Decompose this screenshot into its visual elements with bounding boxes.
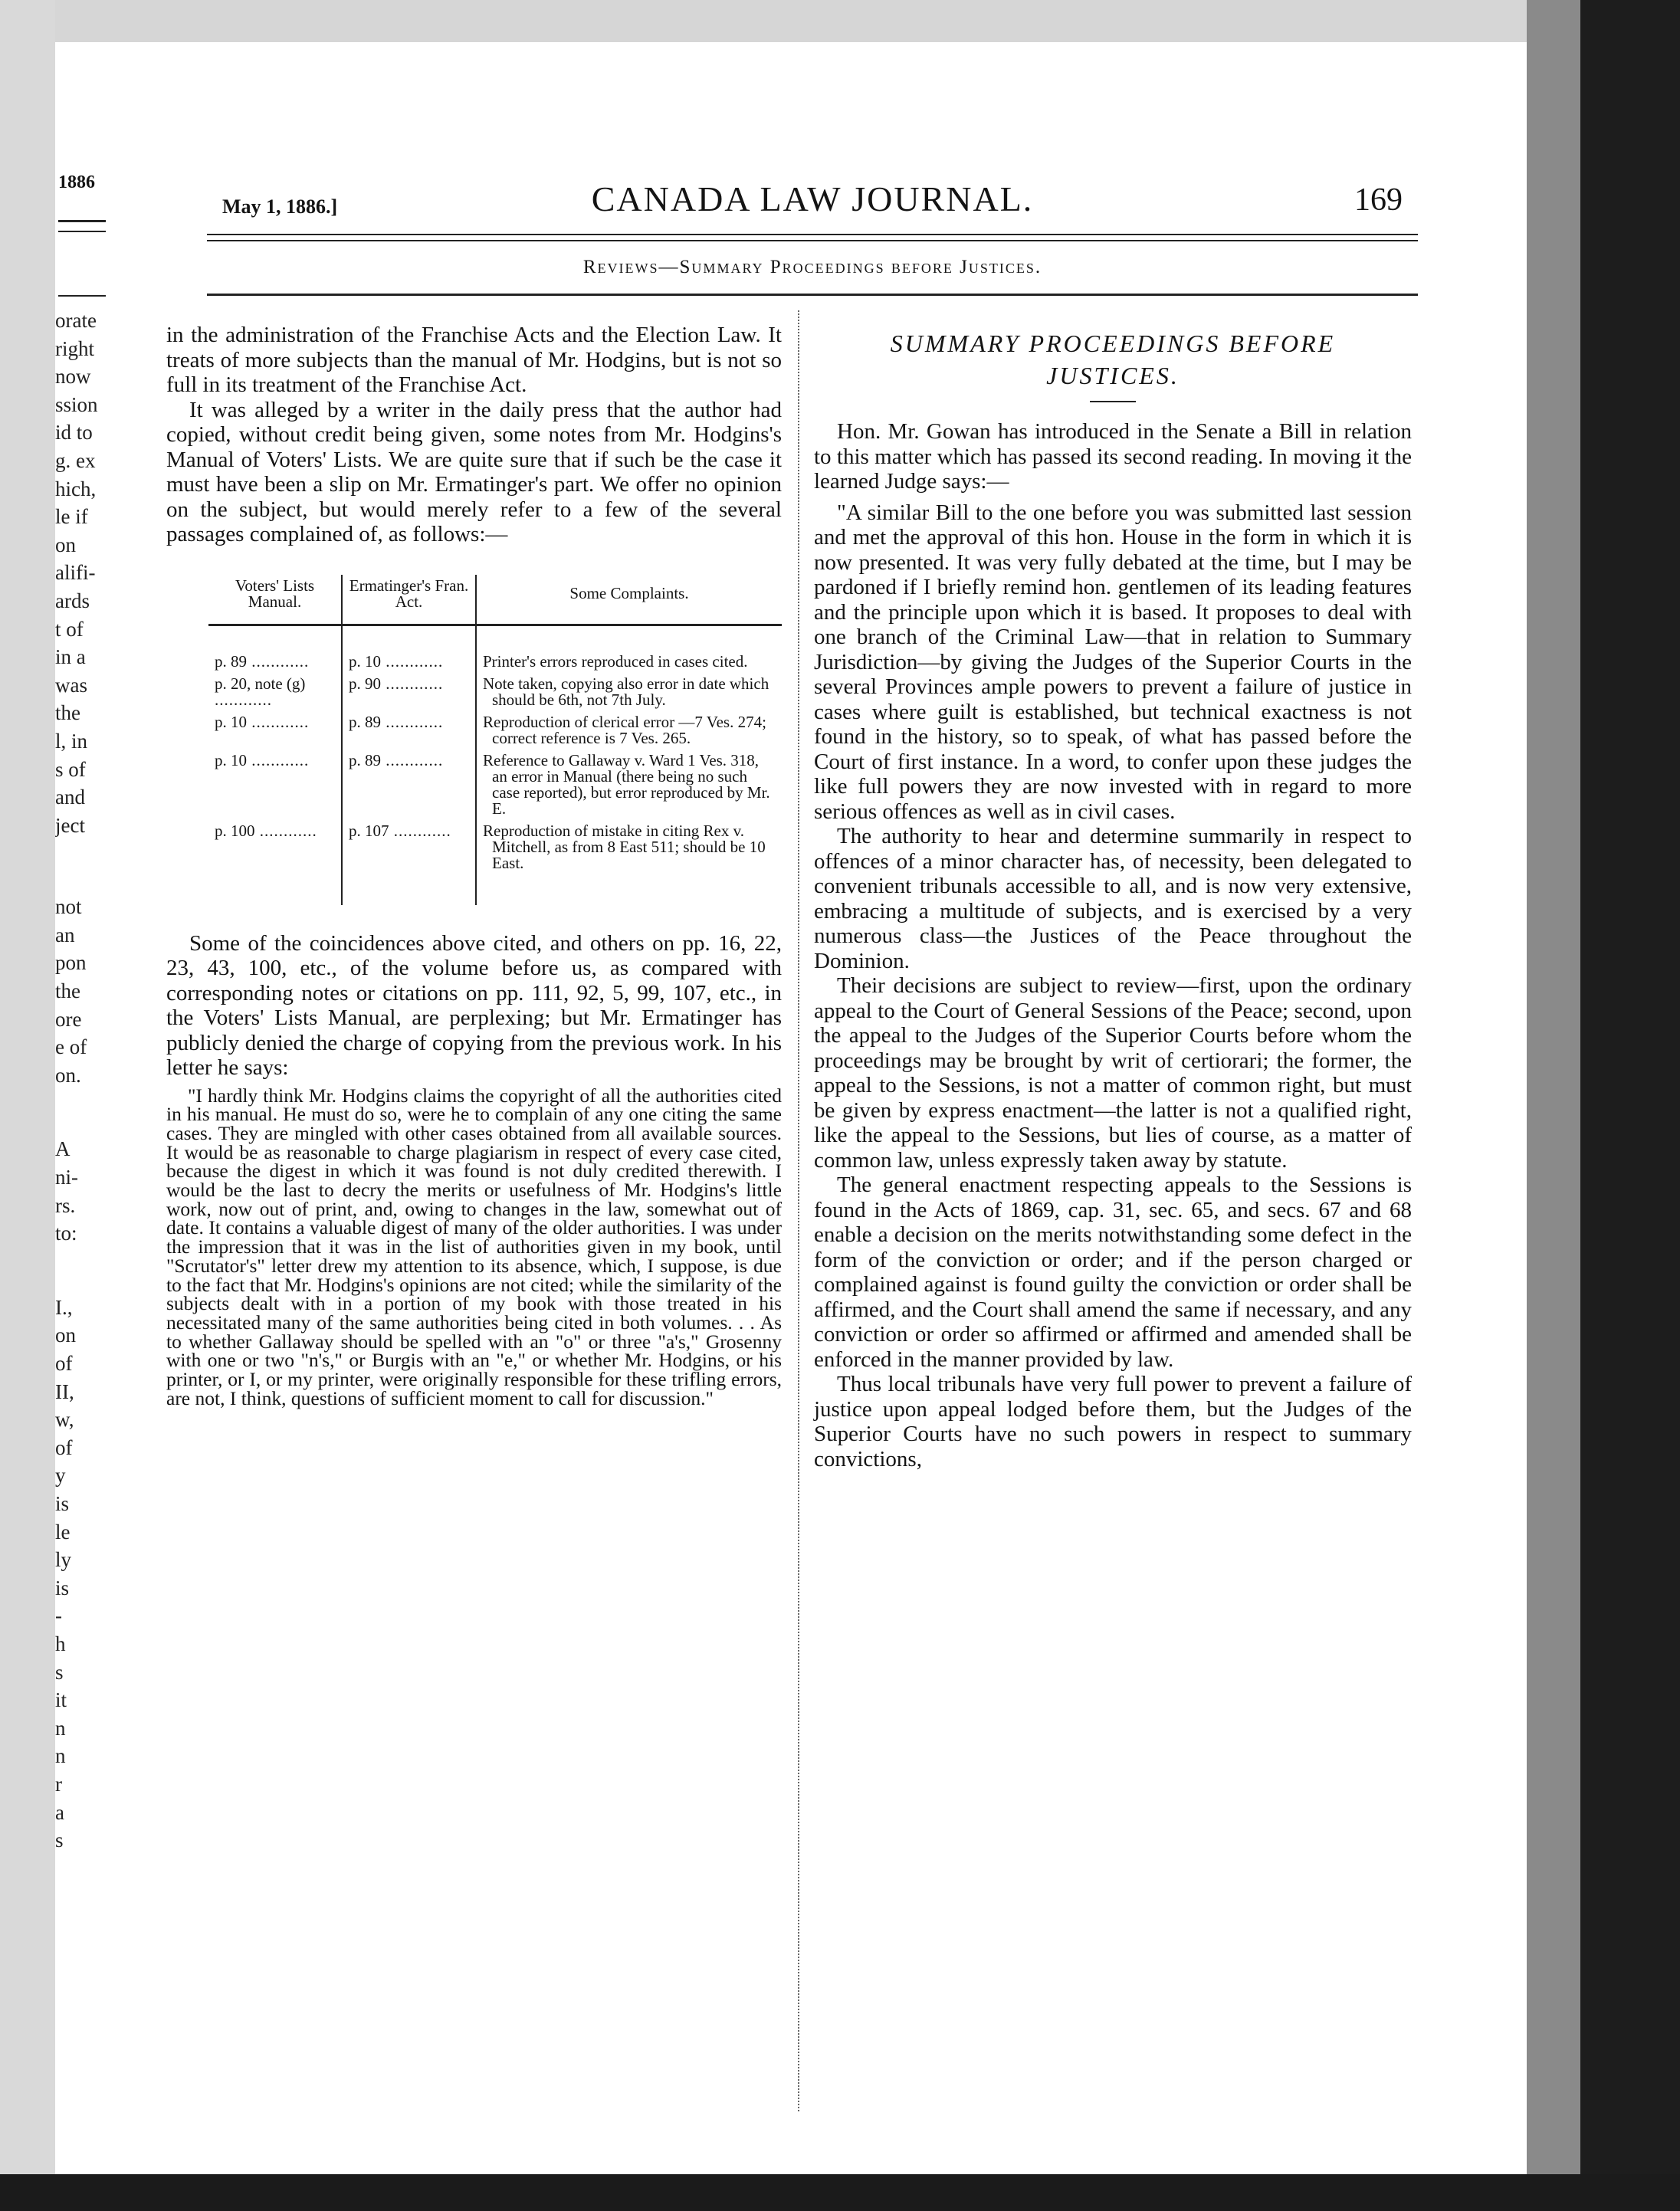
adjacent-text-fragment: A xyxy=(55,1137,71,1161)
adjacent-text-fragment: hich, xyxy=(55,477,97,500)
adjacent-text-fragment: right xyxy=(55,336,94,360)
manual-cell: p. 20, note (g) ..... xyxy=(208,673,342,711)
paragraph: Hon. Mr. Gowan has introduced in the Senate a Bill in relation to this matter which has passed its second reading. In moving it the learned Judge says:— xyxy=(814,419,1412,494)
section-heading: Reviews—Summary Proceedings before Justices. xyxy=(582,257,1042,277)
adjacent-page-rule xyxy=(58,220,106,222)
running-header xyxy=(222,172,1403,226)
adjacent-page-rule xyxy=(58,295,106,297)
table-header: Some Complaints. xyxy=(476,575,782,625)
header-rule xyxy=(207,240,1418,241)
table-row xyxy=(208,750,782,820)
manual-cell: p. 89 ..... xyxy=(208,625,342,673)
adjacent-text-fragment: w, xyxy=(55,1408,74,1432)
act-cell: p. 107 ..... xyxy=(342,820,476,905)
paragraph: Some of the coincidences above cited, and others on pp. 16, 22, 23, 43, 100, etc., of the volume before us, as compared with corresponding notes or citations on pp. 111, 92, 5, 99, 107, etc., in the Voters' Lists Manual, are perplexing; but Mr. Ermatinger has publicly denied the charge of copying from the previous work. In his letter he says: xyxy=(166,930,782,1080)
complaint-cell: Reference to Gallaway v. Ward 1 Ves. 318, an error in Manual (there being no such case reported), but error reproduced by Mr. E. xyxy=(476,750,782,820)
adjacent-page-number: 1886 xyxy=(58,172,95,192)
right-column xyxy=(814,323,1412,1471)
paragraph: The authority to hear and determine summarily in respect to offences of a minor character has, of necessity, been delegated to convenient tribunals accessible to all, and is now very extensive, embracing a multitude of subjects, and is exercised by a very numerous class—the Justices of the Peace throughout the Dominion. xyxy=(814,824,1412,973)
adjacent-text-fragment: n xyxy=(55,1716,66,1740)
adjacent-text-fragment: t of xyxy=(55,617,84,641)
adjacent-text-fragment: ject xyxy=(55,813,85,837)
adjacent-text-fragment: ssion xyxy=(55,392,98,416)
spacer xyxy=(814,494,1412,500)
paragraph: in the administration of the Franchise Acts and the Election Law. It treats of more subjects than the manual of Mr. Hodgins, but is not so full in its treatment of the Franchise Act. xyxy=(166,323,782,397)
complaints-table xyxy=(208,575,782,905)
adjacent-text-fragment: ards xyxy=(55,589,90,612)
adjacent-text-fragment: the xyxy=(55,979,80,1003)
adjacent-text-fragment: on xyxy=(55,1324,76,1347)
adjacent-text-fragment: s xyxy=(55,1829,64,1852)
adjacent-text-fragment: le xyxy=(55,1520,71,1543)
adjacent-text-fragment: on. xyxy=(55,1063,81,1087)
manual-cell: p. 10 ..... xyxy=(208,750,342,820)
paragraph: The general enactment respecting appeals to the Sessions is found in the Acts of 1869, cap. 31, sec. 65, and secs. 67 and 68 enable a decision on the merits notwithstanding some defect in the form of the conviction or order; and if the person charged or complained against is found guilty the conviction or order shall be affirmed, and the Court shall amend the same if necessary, and any conviction or order so affirmed or affirmed and amended shall be enforced in the manner provided by law. xyxy=(814,1173,1412,1372)
scan-right-binding-shadow xyxy=(1527,0,1680,2211)
act-cell: p. 10 ..... xyxy=(342,625,476,673)
scan-left-margin xyxy=(0,0,55,2211)
adjacent-text-fragment: g. ex xyxy=(55,448,96,472)
spacer xyxy=(55,1089,106,1135)
complaint-cell: Printer's errors reproduced in cases cited. xyxy=(476,625,782,673)
spacer xyxy=(55,1248,106,1294)
table-row xyxy=(208,820,782,905)
paragraph: Thus local tribunals have very full power to prevent a failure of justice upon appeal lodged before them, but the Judges of the Superior Courts have no such powers in respect to summary convictions, xyxy=(814,1372,1412,1471)
adjacent-text-fragment: s xyxy=(55,1660,64,1684)
adjacent-text-fragment: r xyxy=(55,1772,62,1796)
adjacent-text-fragment: is xyxy=(55,1491,70,1515)
complaint-cell: Reproduction of mistake in citing Rex v. Mitchell, as from 8 East 511; should be 10 East. xyxy=(476,820,782,905)
adjacent-text-fragment: rs. xyxy=(55,1193,76,1217)
adjacent-text-fragment: I., xyxy=(55,1295,73,1319)
issue-date: May 1, 1886.] xyxy=(222,195,338,218)
adjacent-text-fragment: h xyxy=(55,1632,66,1655)
adjacent-text-fragment: the xyxy=(55,701,80,725)
adjacent-text-fragment: ore xyxy=(55,1007,82,1031)
adjacent-text-fragment: orate xyxy=(55,309,97,332)
complaint-cell: Note taken, copying also error in date which should be 6th, not 7th July. xyxy=(476,673,782,711)
act-cell: p. 89 ..... xyxy=(342,750,476,820)
adjacent-text-fragment: id to xyxy=(55,421,93,444)
table-row xyxy=(208,625,782,673)
paragraph: It was alleged by a writer in the daily press that the author had copied, without credit being given, some notes from Mr. Hodgins's Manual of Voters' Lists. We are quite sure that if such be the case it must have been a slip on Mr. Ermatinger's part. We offer no opinion on the subject, but would merely refer to a few of the several passages complained of, as follows:— xyxy=(166,397,782,546)
adjacent-text-fragment: pon xyxy=(55,951,87,975)
adjacent-text-fragment: ni- xyxy=(55,1166,78,1189)
adjacent-text-fragment: not xyxy=(55,895,82,919)
act-cell: p. 90 ..... xyxy=(342,673,476,711)
adjacent-text-fragment: l, in xyxy=(55,729,88,753)
quoted-paragraph: "A similar Bill to the one before you was submitted last session and met the approval of this hon. House in the form in which it is now presented. It was very fully debated at the time, but I may be pardoned if I briefly remind hon. gentlemen of its leading features and the principle upon which it is based. It proposes to deal with one branch of the Criminal Law—that in relation to Summary Jurisdiction—by giving the Judges of the Superior Courts in the several Provinces ample powers to prevent a failure of justice in cases where guilt is established, but technical exactness is not found in the history, so to speak, of what has passed before the Court of first instance. In a word, to confer upon these judges the like full powers they are now invested with in regard to more serious offences as well as in civil cases. xyxy=(814,500,1412,824)
adjacent-text-fragment: is xyxy=(55,1576,70,1599)
adjacent-text-fragment: s of xyxy=(55,757,86,781)
adjacent-text-fragment: alifi- xyxy=(55,561,96,585)
column-divider xyxy=(798,310,799,2111)
adjacent-text-fragment: now xyxy=(55,365,91,389)
article-title-line: JUSTICES. xyxy=(1046,362,1180,389)
table-header: Ermatinger's Fran. Act. xyxy=(342,575,476,625)
table-header: Voters' Lists Manual. xyxy=(208,575,342,625)
manual-cell: p. 10 ..... xyxy=(208,711,342,750)
adjacent-page-text xyxy=(55,307,106,1855)
journal-title: CANADA LAW JOURNAL. xyxy=(591,179,1034,218)
adjacent-text-fragment: II, xyxy=(55,1379,74,1403)
left-column xyxy=(166,323,782,1408)
adjacent-text-fragment: of xyxy=(55,1435,73,1459)
journal-page xyxy=(55,42,1527,2174)
adjacent-text-fragment: to: xyxy=(55,1222,77,1245)
adjacent-text-fragment: ly xyxy=(55,1548,72,1572)
adjacent-text-fragment: - xyxy=(55,1604,62,1628)
adjacent-text-fragment: in a xyxy=(55,645,86,669)
table-row xyxy=(208,673,782,711)
article-title xyxy=(814,327,1412,392)
adjacent-text-fragment: an xyxy=(55,923,75,946)
manual-cell: p. 100 ..... xyxy=(208,820,342,905)
act-cell: p. 89 ..... xyxy=(342,711,476,750)
page-number: 169 xyxy=(1354,182,1403,218)
complaint-cell: Reproduction of clerical error —7 Ves. 274; correct reference is 7 Ves. 265. xyxy=(476,711,782,750)
scan-top-edge xyxy=(55,0,1527,42)
adjacent-text-fragment: and xyxy=(55,786,85,809)
adjacent-text-fragment: was xyxy=(55,673,87,697)
adjacent-text-fragment: of xyxy=(55,1352,73,1375)
scan-bottom-edge xyxy=(0,2174,1680,2211)
adjacent-text-fragment: it xyxy=(55,1688,67,1712)
adjacent-text-fragment: le if xyxy=(55,505,88,529)
article-title-line: SUMMARY PROCEEDINGS BEFORE xyxy=(890,330,1336,357)
ermatinger-letter-quote: "I hardly think Mr. Hodgins claims the copyright of all the authorities cited in his manual. He must do so, were he to complain of any one citing the same cases. They are mingled with other cases obtained from all available sources. It would be as reasonable to charge plagiarism in respect of every case cited, because the digest in which it was found is not duly credited therewith. I would be the last to decry the merits or usefulness of Mr. Hodgins's little work, now out of print, and, owing to changes in the law, somewhat out of date. It contains a valuable digest of many of the older authorities. I was under the impression that it was in the list of authorities given in my book, until "Scrutator's" letter drew my attention to its absence, which, I suppose, is due to the fact that Mr. Hodgins's opinions are not cited; while the similarity of the subjects dealt with in a portion of my book with those treated in his necessitated many of the same authorities being cited in both volumes. . . As to whether Gallaway should be spelled with an "o" or three "a's," Grosenny with one or two "n's," or Burgis with an "e," or whether Mr. Hodgins, or his printer, or I, or my printer, were originally responsible for these trifling errors, are not, I think, questions of sufficient moment to call for discussion." xyxy=(166,1084,782,1409)
table-row xyxy=(208,711,782,750)
header-rule xyxy=(207,234,1418,235)
adjacent-text-fragment: a xyxy=(55,1800,64,1824)
adjacent-text-fragment: n xyxy=(55,1744,66,1768)
adjacent-text-fragment: y xyxy=(55,1464,66,1488)
section-rule xyxy=(207,294,1418,296)
adjacent-page-rule xyxy=(58,231,106,232)
adjacent-text-fragment: e of xyxy=(55,1035,87,1059)
title-rule xyxy=(1090,401,1136,402)
paragraph: Their decisions are subject to review—first, upon the ordinary appeal to the Court of General Sessions of the Peace; second, upon the appeal to the Judges of the Superior Courts before whom the proceedings may be brought by writ of certiorari; the former, the appeal to the Sessions, is not a matter of common right, but must be given by express enactment—the latter is not a qualified right, like the appeal to the Sessions, but lies of course, as a matter of common law, unless expressly taken away by statute. xyxy=(814,973,1412,1173)
adjacent-text-fragment: on xyxy=(55,533,76,556)
spacer xyxy=(55,839,106,893)
